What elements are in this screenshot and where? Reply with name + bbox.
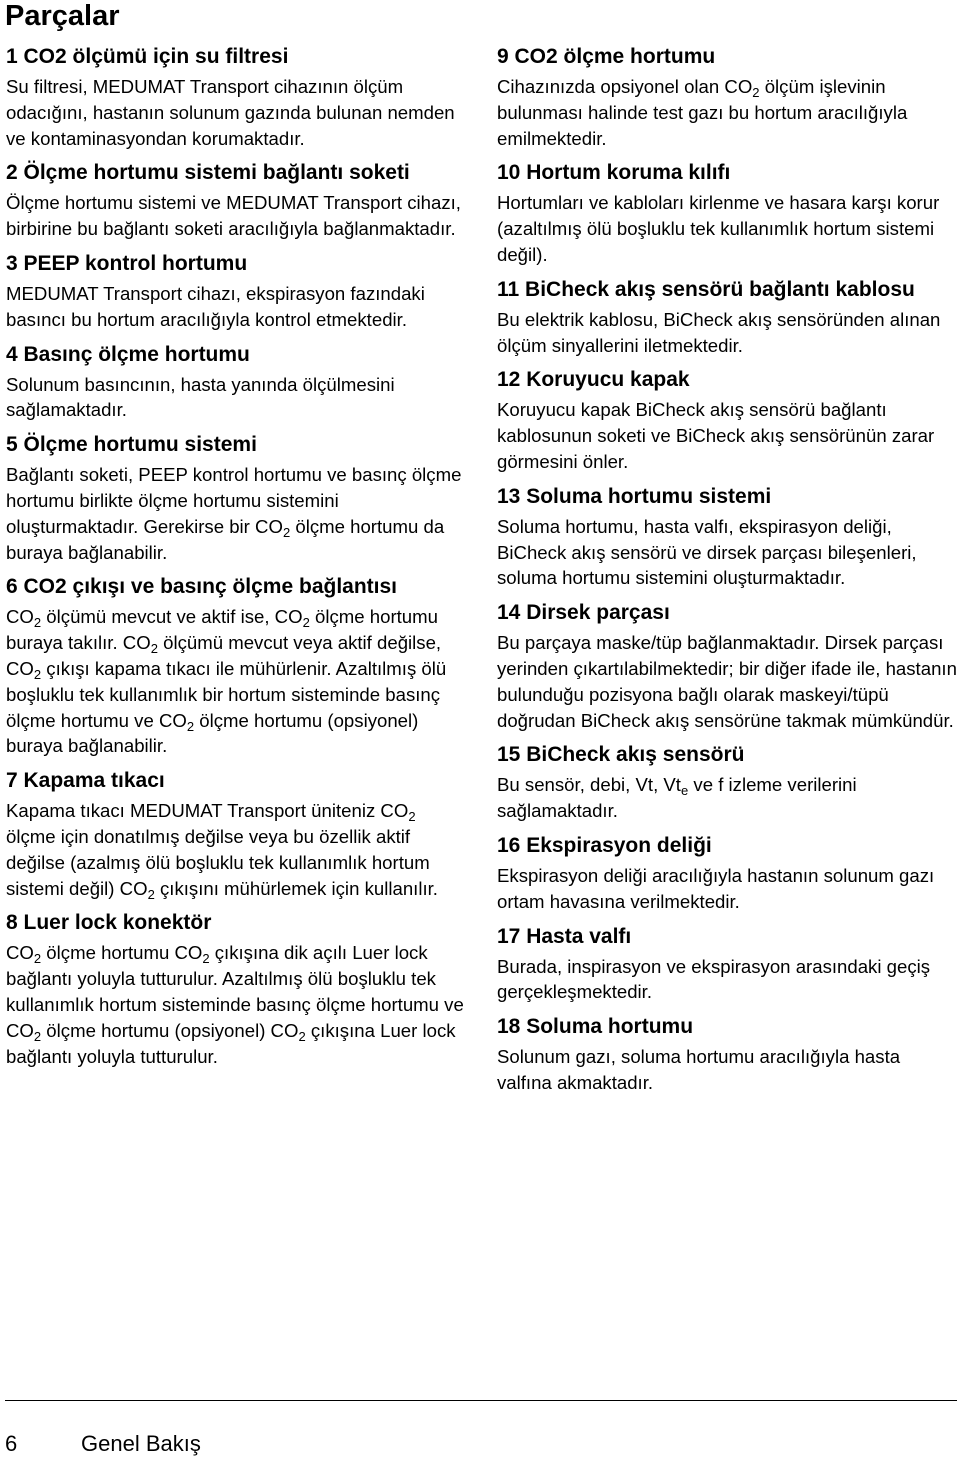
part-heading: 6 CO2 çıkışı ve basınç ölçme bağlantısı (6, 575, 398, 599)
part-description: Koruyucu kapak BiCheck akış sensörü bağlantı kablosunun soketi ve BiCheck akış sensörünün zarar görmesini önler. (497, 399, 935, 472)
part-description: Bu sensör, debi, Vt, $Vt_e$ ve f izleme verilerini sağlamaktadır. (497, 774, 857, 822)
part-item (497, 1014, 959, 1096)
part-heading: 2 Ölçme hortumu sistemi bağlantı soketi (6, 161, 410, 185)
section-title: Genel Bakış (81, 1431, 201, 1456)
part-heading: 4 Basınç ölçme hortumu (6, 342, 250, 366)
part-heading: 16 Ekspirasyon deliği (497, 833, 712, 857)
part-item (497, 742, 959, 824)
part-description: Ölçme hortumu sistemi ve MEDUMAT Transport cihazı, birbirine bu bağlantı soketi aracılığıyla bağlanmaktadır. (6, 192, 461, 240)
page-number: 6 (5, 1431, 18, 1456)
part-item (6, 432, 468, 565)
page-title: Parçalar (5, 0, 120, 32)
part-item (497, 160, 959, 267)
part-item (6, 160, 468, 242)
part-heading: 15 BiCheck akış sensörü (497, 743, 745, 767)
part-item (497, 44, 959, 151)
part-item (6, 342, 468, 424)
part-heading: 5 Ölçme hortumu sistemi (6, 433, 257, 457)
part-description: Bu elektrik kablosu, BiCheck akış sensöründen alınan ölçüm sinyallerini iletmektedir. (497, 308, 941, 356)
part-description: Cihazınızda opsiyonel olan $CO_2$ ölçüm işlevinin bulunması halinde test gazı bu hortum aracılığıyla emilmektedir. (497, 76, 908, 149)
part-item (497, 277, 959, 359)
part-heading: 13 Soluma hortumu sistemi (497, 484, 772, 508)
part-description: Kapama tıkacı MEDUMAT Transport üniteniz $CO_2$ ölçme için donatılmış değilse veya bu özellik aktif değilse (azalmış ölü boşluklu tek kullanımlık hortum sistemi değil) $CO_2$ çıkışını mühürlemek için kullanılır. (6, 800, 438, 902)
part-item (497, 600, 959, 733)
part-description: Burada, inspirasyon ve ekspirasyon arasındaki geçiş gerçekleşmektedir. (497, 955, 931, 1003)
part-heading: 17 Hasta valfı (497, 924, 632, 948)
part-item (6, 768, 468, 901)
part-heading: 8 Luer lock konektör (6, 911, 212, 935)
part-item (6, 574, 468, 759)
page-footer (5, 1430, 201, 1458)
part-description: Hortumları ve kabloları kirlenme ve hasara karşı korur (azaltılmış ölü boşluklu tek kullanımlık hortum sistemi değil). (497, 192, 940, 265)
part-item (497, 924, 959, 1006)
part-description: Solunum basıncının, hasta yanında ölçülmesini sağlamaktadır. (6, 373, 395, 421)
part-item (6, 44, 468, 151)
part-description: $CO_2$ ölçümü mevcut ve aktif ise, $CO_2$ ölçme hortumu buraya takılır. $CO_2$ ölçümü mevcut veya aktif değilse, $CO_2$ çıkışı kapama tıkacı ile mühürlenir. Azaltılmış ölü boşluklu tek kullanımlık bir hortum sisteminde basınç ölçme hortumu ve $CO_2$ ölçme hortumu (opsiyonel) buraya bağlanabilir. (6, 606, 447, 757)
part-heading: 14 Dirsek parçası (497, 601, 670, 625)
part-item (6, 910, 468, 1069)
part-heading: 11 BiCheck akış sensörü bağlantı kablosu (497, 277, 915, 301)
part-item (497, 367, 959, 474)
part-description: Su filtresi, MEDUMAT Transport cihazının ölçüm odacığını, hastanın solunum gazında bulunan nemden ve kontaminasyondan korumaktadır. (6, 76, 455, 149)
part-heading: 7 Kapama tıkacı (6, 769, 165, 793)
part-heading: 1 CO2 ölçümü için su filtresi (6, 45, 289, 68)
part-description: Bu parçaya maske/tüp bağlanmaktadır. Dirsek parçası yerinden çıkartılabilmektedir; bir diğer ifade ile, hastanın bulunduğu pozisyona bağlı olarak maskeyi/tüpü doğrudan BiCheck akış sensörüne takmak mümkündür. (497, 632, 957, 731)
part-description: $CO_2$ ölçme hortumu $CO_2$ çıkışına dik açılı Luer lock bağlantı yoluyla tutturulur. Azaltılmış ölü boşluklu tek kullanımlık hortum sisteminde basınç ölçme hortumu ve $CO_2$ ölçme hortumu (opsiyonel) $CO_2$ çıkışına Luer lock bağlantı yoluyla tutturulur. (6, 942, 464, 1067)
part-description: Soluma hortumu, hasta valfı, ekspirasyon deliği, BiCheck akış sensörü ve dirsek parçası bileşenleri, soluma hortumu sistemini oluşturmaktadır. (497, 515, 917, 589)
part-heading: 12 Koruyucu kapak (497, 368, 690, 392)
part-heading: 3 PEEP kontrol hortumu (6, 251, 248, 275)
part-description: Bağlantı soketi, PEEP kontrol hortumu ve basınç ölçme hortumu birlikte ölçme hortumu sistemini oluşturmaktadır. Gerekirse bir $CO_2$ ölçme hortumu da buraya bağlanabilir. (6, 464, 462, 563)
part-description: MEDUMAT Transport cihazı, ekspirasyon fazındaki basıncı bu hortum aracılığıyla kontrol etmektedir. (6, 282, 425, 330)
part-item (497, 484, 959, 591)
part-heading: 18 Soluma hortumu (497, 1015, 694, 1039)
left-column (6, 44, 468, 1078)
part-description: Ekspirasyon deliği aracılığıyla hastanın solunum gazı ortam havasına verilmektedir. (497, 864, 935, 912)
part-item (6, 251, 468, 333)
right-column (497, 44, 959, 1105)
part-heading: 10 Hortum koruma kılıfı (497, 161, 731, 185)
part-description: Solunum gazı, soluma hortumu aracılığıyla hasta valfına akmaktadır. (497, 1046, 901, 1093)
footer-divider (5, 1400, 957, 1401)
part-heading: 9 CO2 ölçme hortumu (497, 45, 716, 68)
part-item (497, 833, 959, 915)
